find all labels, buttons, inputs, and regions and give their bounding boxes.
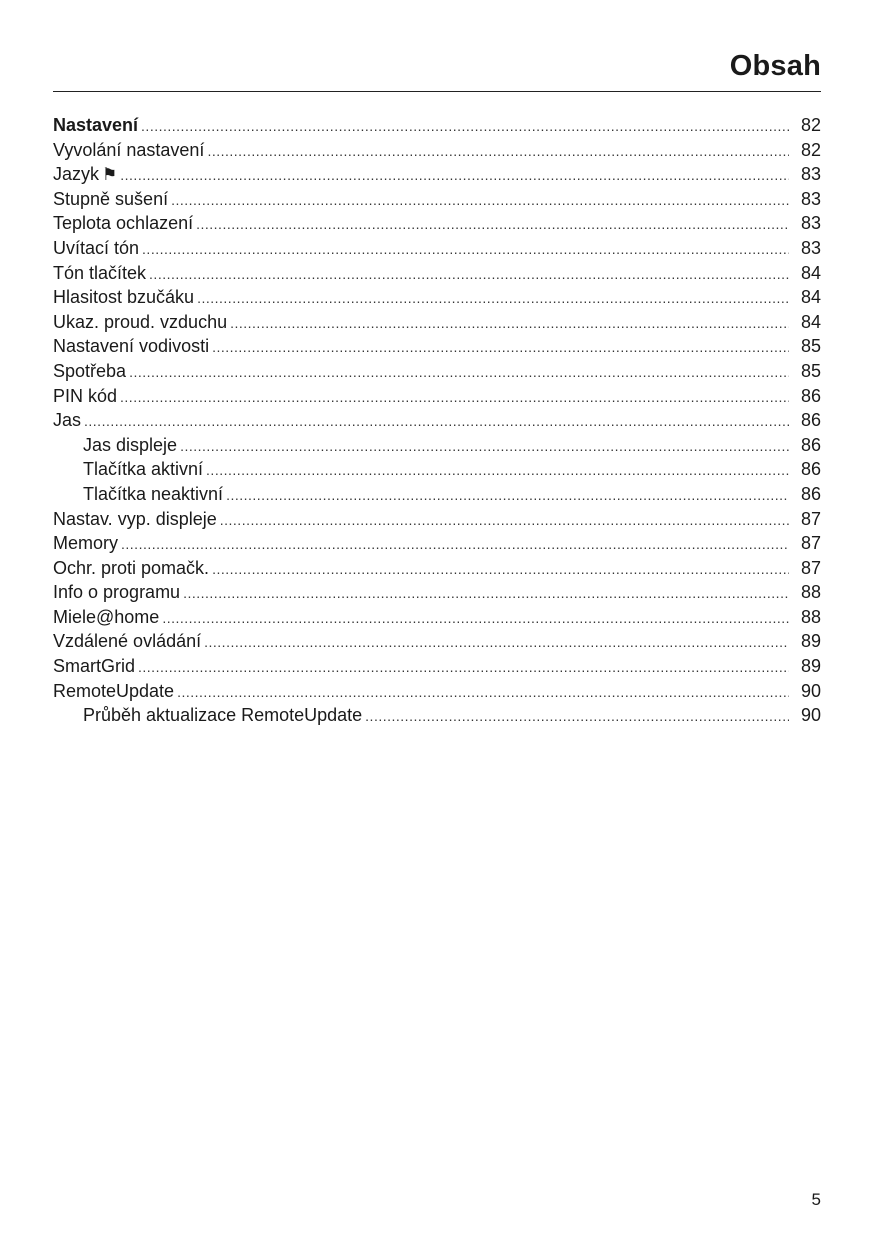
dot-leader [207,139,789,164]
toc-entry-prubeh-aktualizace[interactable] [53,703,821,728]
toc-entry-page: 85 [800,336,821,357]
dot-leader [204,630,789,655]
toc-entry-label: Stupně sušení [53,188,169,209]
toc-entry-hlasitost-bzucaku[interactable] [53,285,821,310]
toc-entry-page: 83 [800,237,821,258]
toc-entry-spotreba[interactable] [53,359,821,384]
toc-entry-page: 86 [800,410,821,431]
toc-entry-jas[interactable] [53,408,821,433]
toc-entry-label: Memory [53,533,119,554]
header-divider [53,91,821,92]
toc-entry-label: Vyvolání nastavení [53,139,205,160]
toc-entry-vyvolani-nastaveni[interactable] [53,138,821,163]
dot-leader [197,286,789,311]
toc-entry-page: 82 [800,139,821,160]
toc-entry-label: Tlačítka neaktivní [83,483,224,504]
dot-leader [120,385,789,410]
toc-entry-page: 87 [800,508,821,529]
toc-entry-tlacitka-neaktivni[interactable] [53,482,821,507]
toc-entry-ochr-proti-pomack[interactable] [53,556,821,581]
toc-entry-vzdalene-ovladani[interactable] [53,629,821,654]
dot-leader [129,360,789,385]
toc-entry-tlacitka-aktivni[interactable] [53,457,821,482]
dot-leader [171,188,789,213]
dot-leader [142,237,789,262]
toc-entry-page: 88 [800,582,821,603]
page-number: 5 [811,1190,821,1209]
dot-leader [230,311,789,336]
toc-entry-page: 87 [800,557,821,578]
toc-entry-label: Jazyk [53,164,100,185]
dot-leader [177,680,789,705]
toc-entry-label: Nastavení [53,115,139,135]
dot-leader [141,114,789,139]
toc-entry-label: Nastavení vodivosti [53,336,210,357]
toc-entry-label: Jas [53,410,82,431]
toc-entry-ton-tlacitek[interactable] [53,261,821,286]
toc-entry-page: 82 [800,115,821,135]
dot-leader [149,262,789,287]
toc-entry-page: 86 [800,483,821,504]
toc-entry-page: 83 [800,188,821,209]
toc-entry-label: Miele@home [53,606,160,627]
dot-leader [206,458,789,483]
toc-entry-label: Ukaz. proud. vzduchu [53,311,228,332]
toc-entry-page: 86 [800,459,821,480]
toc-entry-label: Ochr. proti pomačk. [53,557,210,578]
dot-leader [220,508,789,533]
dot-leader [138,655,789,680]
toc-entry-jas-displeje[interactable] [53,433,821,458]
toc-entry-label: Tlačítka aktivní [83,459,204,480]
toc-entry-page: 89 [800,631,821,652]
dot-leader [212,335,789,360]
toc-entry-page: 90 [800,705,821,726]
dot-leader [365,704,789,729]
toc-entry-page: 84 [800,262,821,283]
toc-entry-page: 86 [800,434,821,455]
toc-entry-label: Teplota ochlazení [53,213,194,234]
toc-entry-page: 88 [800,606,821,627]
toc-entry-page: 84 [800,287,821,308]
toc-entry-label: PIN kód [53,385,118,406]
toc-entry-page: 86 [800,385,821,406]
toc-entry-page: 83 [800,213,821,234]
dot-leader [196,212,789,237]
toc-entry-label: Uvítací tón [53,237,140,258]
dot-leader [226,483,789,508]
toc-entry-smartgrid[interactable] [53,654,821,679]
toc-entry-page: 89 [800,656,821,677]
toc-entry-stupne-suseni[interactable] [53,187,821,212]
toc-entry-memory[interactable] [53,531,821,556]
toc-entry-label: Info o programu [53,582,181,603]
toc-entry-label: Jas displeje [83,434,178,455]
toc-entry-label: Vzdálené ovládání [53,631,202,652]
toc-entry-page: 84 [800,311,821,332]
toc-entry-jazyk[interactable] [53,162,821,187]
dot-leader [121,532,789,557]
dot-leader [212,557,789,582]
dot-leader [162,606,789,631]
toc-entry-nastav-vyp-displeje[interactable] [53,507,821,532]
toc-entry-nastaveni[interactable] [53,113,821,138]
dot-leader [180,434,789,459]
toc-entry-page: 90 [800,680,821,701]
dot-leader [183,581,789,606]
table-of-contents [53,113,821,728]
flag-icon: ⚑ [102,165,118,185]
toc-entry-info-o-programu[interactable] [53,580,821,605]
dot-leader [120,163,789,188]
toc-entry-label: Nastav. vyp. displeje [53,508,217,529]
toc-entry-page: 83 [800,164,821,185]
toc-entry-label: Tón tlačítek [53,262,147,283]
toc-entry-label: RemoteUpdate [53,680,175,701]
toc-entry-nastaveni-vodivosti[interactable] [53,334,821,359]
toc-entry-remoteupdate[interactable] [53,679,821,704]
toc-entry-label: Spotřeba [53,360,127,381]
toc-entry-uvitaci-ton[interactable] [53,236,821,261]
toc-entry-ukaz-proud-vzduchu[interactable] [53,310,821,335]
toc-entry-miele-home[interactable] [53,605,821,630]
toc-entry-page: 85 [800,360,821,381]
toc-entry-label: SmartGrid [53,656,136,677]
toc-entry-page: 87 [800,533,821,554]
toc-entry-teplota-ochlazeni[interactable] [53,211,821,236]
toc-entry-label: Průběh aktualizace RemoteUpdate [83,705,363,726]
page-title: Obsah [729,50,821,82]
toc-entry-pin-kod[interactable] [53,384,821,409]
toc-entry-label: Hlasitost bzučáku [53,287,195,308]
dot-leader [84,409,789,434]
